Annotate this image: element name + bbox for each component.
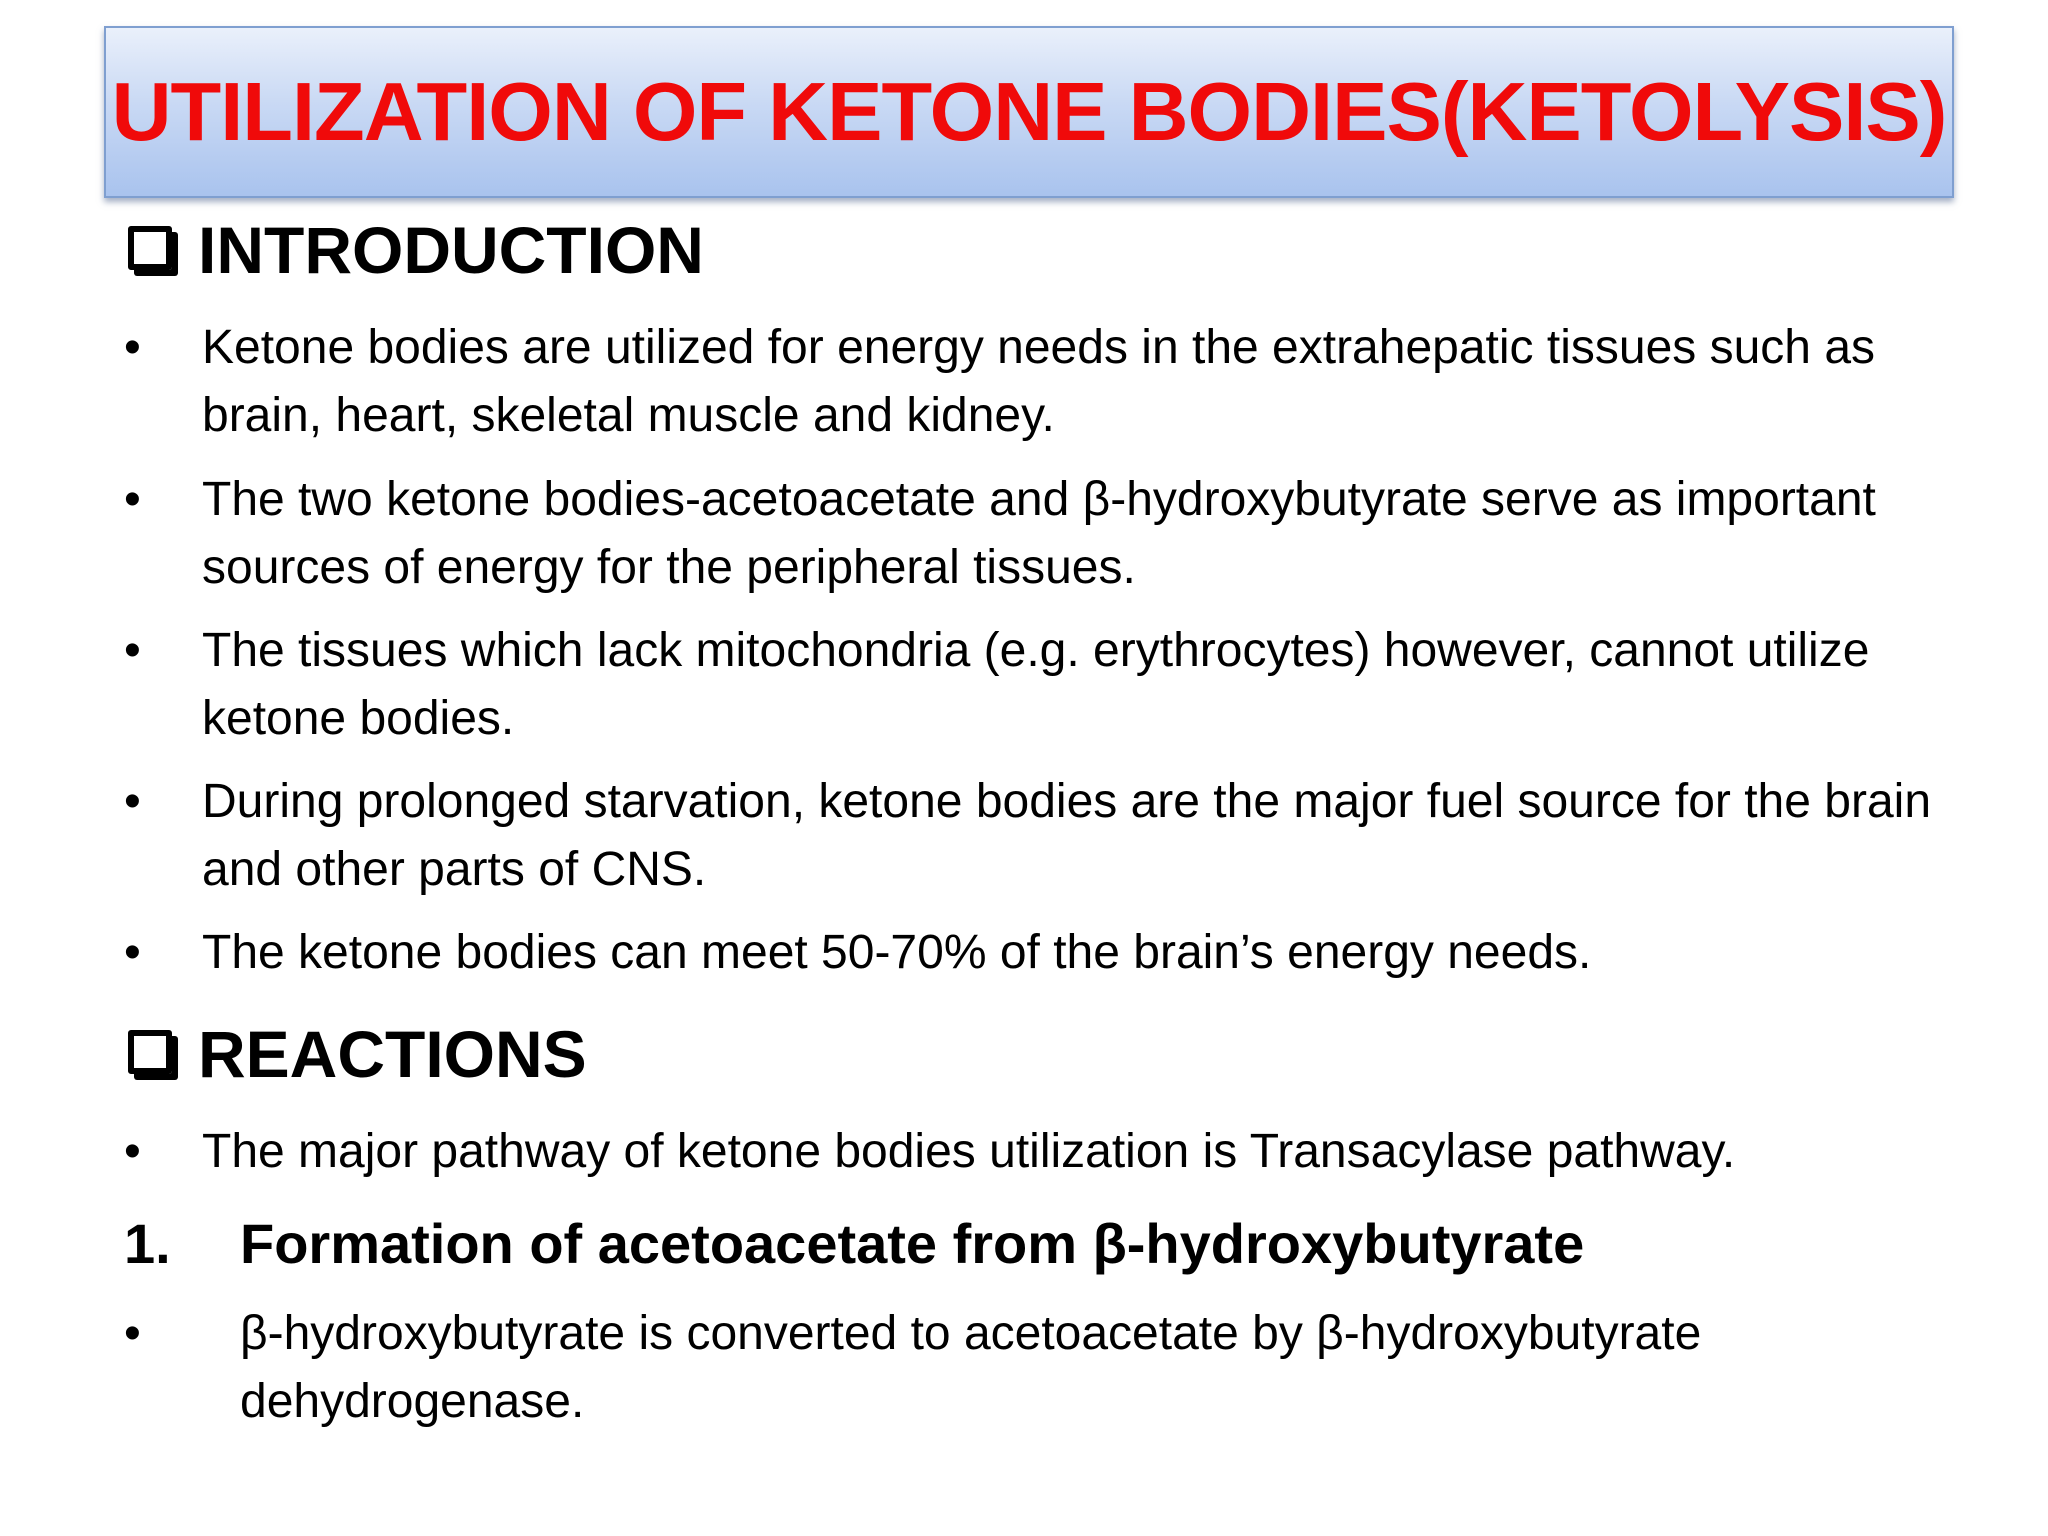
list-item-text: β-hydroxybutyrate is converted to acetoacetate by β-hydroxybutyrate dehydrogenase.: [240, 1307, 1702, 1428]
step-number: 1.: [124, 1212, 171, 1275]
title-banner: [104, 26, 1954, 198]
list-item: [124, 919, 1944, 987]
bullet-icon: •: [124, 926, 141, 979]
checkbox-square-icon: [128, 226, 172, 270]
bullet-icon: •: [124, 775, 141, 828]
bullet-icon: •: [124, 321, 141, 374]
numbered-step-heading: [124, 1210, 1584, 1278]
list-item: [124, 768, 1944, 904]
section-heading-introduction: [128, 212, 704, 288]
section-heading-label: INTRODUCTION: [198, 213, 704, 287]
section-heading-reactions: [128, 1016, 587, 1092]
bullet-icon: •: [124, 473, 141, 526]
list-item-text: Ketone bodies are utilized for energy needs in the extrahepatic tissues such as brain, heart, skeletal muscle and kidney.: [202, 321, 1876, 442]
step-title: Formation of acetoacetate from β-hydroxybutyrate: [240, 1212, 1585, 1275]
list-item-text: The two ketone bodies-acetoacetate and β-hydroxybutyrate serve as important sources of energy for the peripheral tissues.: [202, 473, 1876, 594]
list-item: [124, 1118, 1944, 1186]
bullet-icon: •: [124, 624, 141, 677]
list-item: [124, 314, 1944, 450]
slide-title: UTILIZATION OF KETONE BODIES(KETOLYSIS): [111, 65, 1947, 158]
list-item: [124, 1300, 1944, 1436]
list-item: [124, 466, 1944, 602]
list-item-text: The tissues which lack mitochondria (e.g. erythrocytes) however, cannot utilize ketone bodies.: [202, 624, 1870, 745]
bullet-icon: •: [124, 1125, 141, 1178]
list-item: [124, 617, 1944, 753]
list-item-text: During prolonged starvation, ketone bodies are the major fuel source for the brain and other parts of CNS.: [202, 775, 1932, 896]
list-item-text: The major pathway of ketone bodies utilization is Transacylase pathway.: [202, 1125, 1736, 1178]
list-item-text: The ketone bodies can meet 50-70% of the brain’s energy needs.: [202, 926, 1592, 979]
section-heading-label: REACTIONS: [198, 1017, 587, 1091]
bullet-icon: •: [124, 1307, 141, 1360]
checkbox-square-icon: [128, 1030, 172, 1074]
